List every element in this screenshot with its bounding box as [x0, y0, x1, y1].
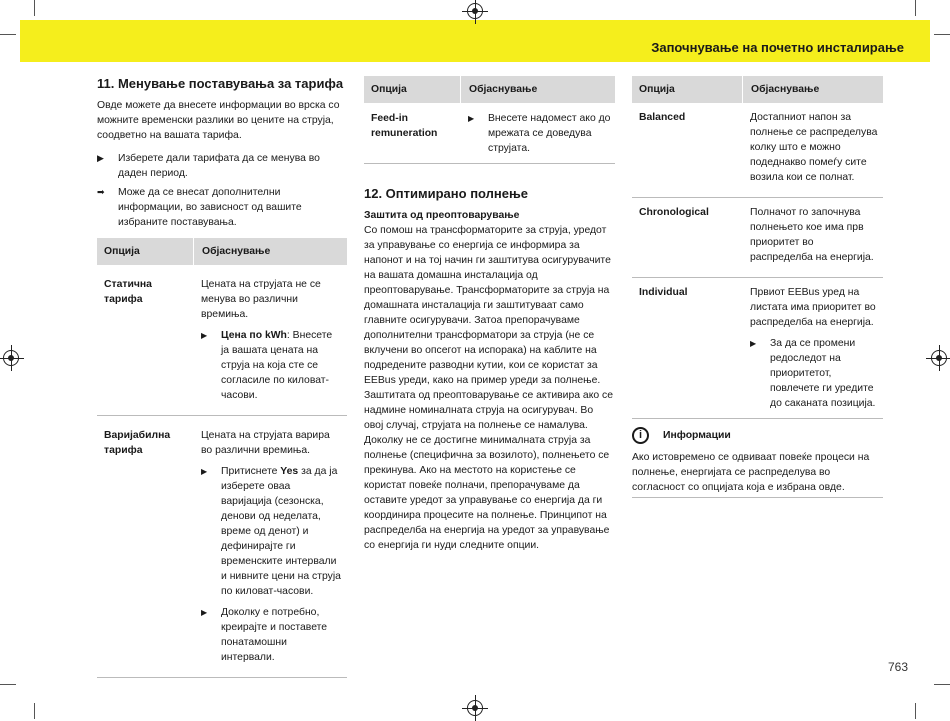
table-header — [632, 76, 883, 103]
instruction-item — [201, 605, 343, 665]
option-cell: Варијабилна тарифа — [104, 430, 171, 456]
crop-mark — [934, 684, 950, 685]
explain-cell: Полначот го започнува полнењето кое има прв приоритет во распределба на енергија. — [750, 207, 874, 263]
feedin-table — [364, 76, 615, 164]
middle-column — [364, 76, 615, 553]
step-text: Изберете дали тарифата да се менува во даден период. — [118, 153, 320, 179]
info-icon: i — [632, 427, 649, 444]
table-row — [364, 103, 615, 164]
explain-text: Цената на струјата не се менува во различни времиња. — [201, 279, 321, 320]
table-row — [632, 103, 883, 198]
crop-mark — [0, 34, 16, 35]
registration-mark-top — [467, 3, 483, 19]
registration-mark-bottom — [467, 700, 483, 716]
distribution-table — [632, 76, 883, 419]
table-header — [364, 76, 615, 103]
instruction-text: Внесете надомест ако до мрежата се доведува струјата. — [488, 113, 611, 154]
col-option-header: Опција — [639, 84, 675, 95]
col-explain-header: Објаснување — [193, 238, 347, 265]
explain-cell: Достапниот напон за полнење се распределува колку што е можно подеднакво помеѓу сите возила кои се полнат. — [750, 112, 878, 183]
table-header — [97, 238, 347, 265]
section-12-heading: 12. Оптимирано полнење — [364, 186, 529, 201]
instruction-item — [750, 336, 879, 411]
registration-mark-left — [3, 350, 19, 366]
page-number: 763 — [887, 660, 908, 674]
arrow-icon: ▶ — [201, 467, 208, 476]
option-cell: Individual — [639, 287, 688, 298]
instruction-text: Доколку е потребно, креирајте и поставете понатамошни интервали. — [221, 607, 328, 663]
table-row — [97, 416, 347, 678]
crop-mark — [915, 0, 916, 16]
instruction-item — [201, 328, 343, 403]
instruction-bold: Yes — [280, 466, 299, 477]
option-cell: Chronological — [639, 207, 709, 218]
crop-mark — [34, 0, 35, 16]
instruction-text: За да се промени редоследот на приоритетот, повлечете ги уредите до саканата позиција. — [770, 338, 876, 409]
tariff-table — [97, 238, 347, 678]
arrow-icon: ▶ — [468, 114, 475, 123]
explain-text: Првиот EEBus уред на листата има приоритет во распределба на енергија. — [750, 287, 876, 328]
left-column — [97, 76, 347, 678]
crop-mark — [0, 684, 16, 685]
arrow-icon: ▶ — [201, 608, 208, 617]
arrow-icon: ▶ — [97, 153, 104, 163]
right-column — [632, 76, 883, 498]
result-arrow-icon: ➡ — [97, 187, 105, 197]
instruction-text: за да ја изберете оваа варијација (сезонска, денови од неделата, време од денот) и дефинирајте ги временските интервали и нивните цени на струја по киловат-часови. — [221, 466, 341, 597]
section-11-heading: 11. Менување поставувања за тарифа — [97, 76, 344, 91]
registration-mark-right — [931, 350, 947, 366]
table-row — [632, 198, 883, 278]
col-explain-header: Објаснување — [742, 76, 883, 103]
overload-subheading: Заштита од преоптоварување — [364, 210, 520, 221]
overload-body: Со помош на трансформаторите за струја, уредот за управување со енергија се информира за напонот и на тој начин ги заштитува осигурувачите на вашата домашна инсталација од преоптоварување. Трансформаторите за струја на домашната инсталација ги заштитуваат само главните осигурувачи. Затоа препорачуваме дополнителни трансформатори за струја (не се вклучени во опсегот на испорака) на каблите на подредените разводни кутии, кои се користат за EEBus уреди, како на пример уреди за полнење. Заштитата од преоптоварување се активира ако се надмине номиналната струја на осигурувач. Во овој случај, струјата на полнење се намалува. Доколку не се достигне минималната струја за полнење (специфична за возилото), полнењето се прекинува. Ако на местото на користење се користат повеќе полначи, препорачуваме да оставите уредот за управување со енергија да ги координира процесите на полнење. Принципот на распределба на енергија на уредот за управување со енергија ги нуди следните опции. — [364, 225, 614, 551]
arrow-icon: ▶ — [201, 331, 208, 340]
arrow-icon: ▶ — [750, 339, 757, 348]
instruction-bold: Цена по kWh — [221, 330, 287, 341]
table-row — [632, 278, 883, 419]
instruction-item — [468, 111, 611, 156]
crop-mark — [915, 703, 916, 719]
info-title: Информации — [663, 430, 731, 441]
explain-cell — [742, 285, 883, 411]
crop-mark — [934, 34, 950, 35]
page-header-title: Започнување на почетно инсталирање — [651, 40, 904, 55]
step-item — [97, 151, 347, 181]
instruction-pre: Притиснете — [221, 466, 281, 477]
explain-cell — [460, 111, 615, 156]
instruction-item — [201, 464, 343, 599]
col-option-header: Опција — [371, 84, 407, 95]
info-heading — [632, 427, 883, 444]
option-cell: Balanced — [639, 112, 686, 123]
crop-mark — [34, 703, 35, 719]
explain-text: Цената на струјата варира во различни времиња. — [201, 430, 330, 456]
result-item — [97, 185, 347, 230]
option-cell: Feed-in remuneration — [371, 113, 438, 139]
option-cell: Статична тарифа — [104, 279, 152, 305]
table-row — [97, 265, 347, 416]
col-option-header: Опција — [104, 246, 140, 257]
instruction-text: : Внесете ја вашата цената на струја на која сте се согласиле по киловат-часови. — [221, 330, 333, 401]
explain-cell — [193, 277, 347, 403]
section-11-intro: Овде можете да внесете информации во врска со можните временски разлики во цените на струја, соодветно на вашата тарифа. — [97, 100, 340, 141]
result-text: Може да се внесат дополнителни информации, во зависност од вашите избраните поставувања. — [118, 187, 302, 228]
explain-cell — [193, 428, 347, 665]
col-explain-header: Објаснување — [460, 76, 615, 103]
info-text: Ако истовремено се одвиваат повеќе процеси на полнење, енергијата се распределува во согласност со опцијата која е избрана овде. — [632, 450, 883, 498]
